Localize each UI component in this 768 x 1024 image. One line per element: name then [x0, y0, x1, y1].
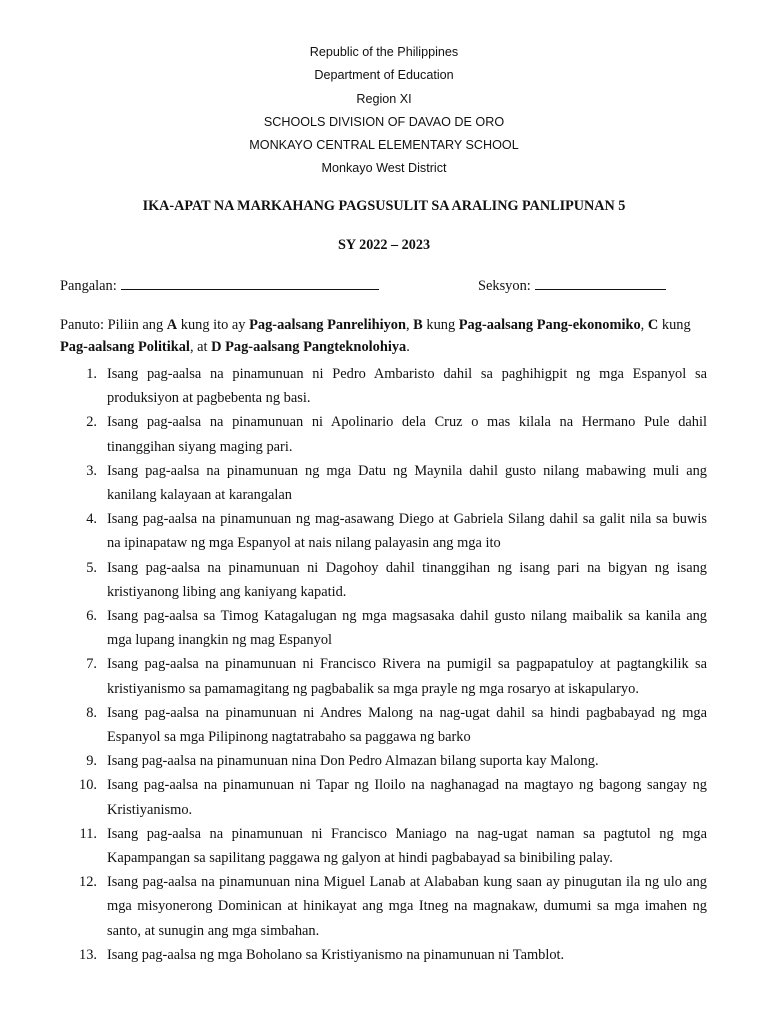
instructions-option-c: C: [647, 317, 659, 333]
question-number: 7.: [86, 656, 97, 673]
question-item: [60, 749, 707, 773]
instructions-text-8: .: [406, 339, 410, 355]
instructions-category-b: Pag-aalsang Pang-ekonomiko: [458, 317, 641, 333]
question-text: Isang pag-aalsa na pinamunuan ni Francisco Maniago na nag-ugat naman sa pagtutol ng mga Kapampangan sa sapilitang paggawa ng galyon at hindi pagbabayad sa binibiling palay.: [107, 825, 707, 867]
question-text: Isang pag-aalsa na pinamunuan ni Dagohoy dahil tinanggihan ng isang pari na bigyan ng isang kristiyanong libing ang kaniyang kapatid.: [107, 559, 707, 600]
question-item: [60, 822, 707, 870]
document-header: [0, 41, 768, 181]
question-number: 12.: [79, 874, 97, 891]
question-number: 8.: [86, 704, 97, 721]
header-line-school: MONKAYO CENTRAL ELEMENTARY SCHOOL: [249, 138, 519, 153]
question-number: 6.: [86, 608, 97, 625]
question-item: [60, 773, 707, 821]
question-text: Isang pag-aalsa na pinamunuan ng mag-asawang Diego at Gabriela Silang dahil sa galit nila sa buwis na ipinapataw ng mga Espanyol at nais nilang palayasin ang mga ito: [107, 511, 707, 552]
header-line-district: Monkayo West District: [321, 161, 447, 176]
instructions-text-3: ,: [405, 317, 414, 333]
instructions-option-a: A: [166, 317, 178, 333]
question-number: 1.: [86, 366, 97, 382]
header-line-department: Department of Education: [314, 68, 454, 83]
name-field: [60, 276, 379, 295]
school-year: SY 2022 – 2023: [337, 237, 431, 253]
question-text: Isang pag-aalsa na pinamunuan nina Don Pedro Almazan bilang suporta kay Malong.: [107, 753, 599, 770]
question-text: Isang pag-aalsa na pinamunuan ni Apolinario dela Cruz o mas kilala na Hermano Pule dahil tinanggihan siyang maging pari.: [107, 414, 707, 455]
question-item: [60, 652, 707, 700]
question-number: 5.: [86, 559, 97, 576]
instructions-text-4: kung: [422, 317, 459, 333]
question-number: 9.: [86, 753, 97, 770]
section-field: [478, 276, 666, 295]
question-text: Isang pag-aalsa na pinamunuan ng mga Datu ng Maynila dahil gusto nilang mabawing muli ang kanilang kalayaan at karangalan: [107, 462, 707, 504]
question-item: [60, 556, 707, 604]
question-item: [60, 943, 707, 967]
question-item: [60, 870, 707, 943]
question-item: [60, 362, 707, 410]
question-item: [60, 604, 707, 652]
header-line-division: SCHOOLS DIVISION OF DAVAO DE ORO: [263, 114, 505, 129]
question-text: Isang pag-aalsa ng mga Boholano sa Kristiyanismo na pinamunuan ni Tamblot.: [107, 946, 565, 963]
question-text: Isang pag-aalsa sa Timog Katagalugan ng mga magsasaka dahil gusto nilang maibalik sa kanila ang mga lupang inangkin ng mag Espanyol: [107, 608, 707, 649]
question-number: 10.: [79, 777, 97, 794]
question-item: [60, 507, 707, 555]
question-text: Isang pag-aalsa na pinamunuan ni Francisco Rivera na pumigil sa pagpapatuloy at pagtangkilik sa kristiyanismo sa pamamagitang ng pagbabalik sa mga prayle ng mga rosaryo at iskapularyo.: [107, 656, 707, 697]
question-list: [60, 362, 707, 967]
question-item: [60, 459, 707, 507]
section-label: Seksyon:: [478, 278, 531, 294]
question-number: 13.: [79, 946, 97, 963]
instructions-category-d: D Pag-aalsang Pangteknolohiya: [211, 339, 407, 355]
name-blank-line[interactable]: [121, 276, 379, 290]
instructions: [60, 314, 710, 358]
question-text: Isang pag-aalsa na pinamunuan nina Miguel Lanab at Alababan kung saan ay pinugutan ila ng ulo ang mga misyonerong Dominican at hinikayat ang mga Itneg na magnakaw, dumumi sa mga imahen ng santo, at sunugin ang mga simbahan.: [107, 874, 707, 939]
header-line-region: Region XI: [356, 91, 412, 106]
instructions-option-b: B: [413, 317, 423, 333]
question-text: Isang pag-aalsa na pinamunuan ni Tapar ng Iloilo na naghanagad na magtayo ng bagong sangay ng Kristiyanismo.: [107, 777, 707, 818]
question-number: 4.: [86, 511, 97, 528]
instructions-text-7: , at: [189, 339, 212, 355]
instructions-category-c: Pag-aalsang Politikal: [60, 339, 190, 355]
instructions-category-a: Pag-aalsang Panrelihiyon: [249, 317, 406, 333]
instructions-text-5: ,: [640, 317, 648, 333]
instructions-text-1: Panuto: Piliin ang: [60, 317, 167, 333]
question-item: [60, 701, 707, 749]
instructions-text-6: kung: [658, 317, 691, 333]
question-item: [60, 410, 707, 458]
name-label: Pangalan:: [60, 278, 117, 294]
question-number: 2.: [86, 414, 97, 431]
header-line-country: Republic of the Philippines: [309, 45, 459, 59]
question-number: 11.: [79, 825, 97, 842]
exam-title: IKA-APAT NA MARKAHANG PAGSUSULIT SA ARALING PANLIPUNAN 5: [142, 198, 626, 214]
section-blank-line[interactable]: [535, 276, 666, 290]
question-text: Isang pag-aalsa na pinamunuan ni Pedro Ambaristo dahil sa paghihigpit ng mga Espanyol sa produksiyon at pagbebenta ng basi.: [107, 366, 707, 407]
instructions-text-2: kung ito ay: [177, 317, 250, 333]
question-number: 3.: [86, 462, 97, 479]
question-text: Isang pag-aalsa na pinamunuan ni Andres Malong na nag-ugat dahil sa hindi pagbabayad ng mga Espanyol sa mga Pilipinong nagtatrabaho sa paggawa ng barko: [107, 704, 707, 746]
